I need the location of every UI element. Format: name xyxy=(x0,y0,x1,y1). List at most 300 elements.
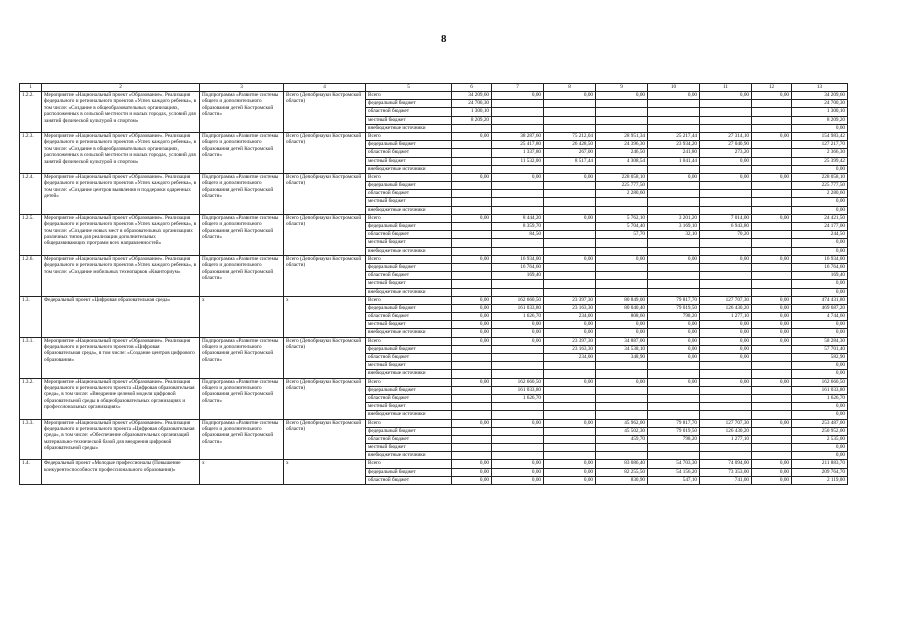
source-label: Всего xyxy=(366,132,452,140)
amount-cell: 0,00 xyxy=(752,321,792,329)
item-name: Мероприятие «Национальный проект «Образование». Реализация федерального и регионального проектов «Цифровая образовательная среда», в том числе: «Создание центров цифрового образования» xyxy=(42,337,200,378)
column-header: 3 xyxy=(200,84,284,92)
amount-cell xyxy=(492,354,544,362)
amount-cell: 0,00 xyxy=(752,313,792,321)
amount-cell: 23 397,30 xyxy=(544,337,596,345)
executor-name: Всего (Депобрнауки Костромской области) xyxy=(284,378,366,419)
amount-cell: 0,00 xyxy=(452,476,492,484)
amount-cell: 0,00 xyxy=(700,378,752,386)
amount-cell xyxy=(752,157,792,165)
item-number: 1.3.1. xyxy=(20,337,42,378)
amount-cell: 6 943,80 xyxy=(700,223,752,231)
amount-cell xyxy=(648,394,700,402)
source-label: местный бюджет xyxy=(366,444,452,452)
amount-cell: 58 284,30 xyxy=(792,337,848,345)
source-label: федеральный бюджет xyxy=(366,468,452,476)
amount-cell: 8 209,20 xyxy=(452,116,492,124)
amount-cell: 34 887,00 xyxy=(596,337,648,345)
amount-cell: 28 951,34 xyxy=(596,132,648,140)
amount-cell: 228 058,10 xyxy=(596,173,648,181)
amount-cell xyxy=(700,239,752,247)
amount-cell: 0,00 xyxy=(792,321,848,329)
amount-cell xyxy=(492,444,544,452)
amount-cell: 57,70 xyxy=(596,231,648,239)
amount-cell: 79 019,50 xyxy=(648,304,700,312)
amount-cell xyxy=(452,182,492,190)
amount-cell: 1 277,10 xyxy=(700,313,752,321)
amount-cell xyxy=(452,370,492,378)
amount-cell: 234,00 xyxy=(544,313,596,321)
source-label: местный бюджет xyxy=(366,198,452,206)
amount-cell: 54 703,30 xyxy=(648,460,700,468)
amount-cell xyxy=(544,206,596,214)
amount-cell: 0,00 xyxy=(792,288,848,296)
amount-cell: 0,00 xyxy=(648,354,700,362)
amount-cell: 0,00 xyxy=(544,419,596,427)
amount-cell xyxy=(648,198,700,206)
amount-cell: 0,00 xyxy=(792,403,848,411)
amount-cell xyxy=(452,124,492,132)
amount-cell: 0,00 xyxy=(452,460,492,468)
amount-cell: 169,40 xyxy=(492,272,544,280)
amount-cell: 162 660,50 xyxy=(492,378,544,386)
item-name: Федеральный проект «Цифровая образовательная среда» xyxy=(42,296,200,337)
amount-cell xyxy=(544,411,596,419)
amount-cell: 162 660,50 xyxy=(492,296,544,304)
amount-cell xyxy=(596,116,648,124)
source-label: внебюджетные источники xyxy=(366,370,452,378)
amount-cell: 11 532,00 xyxy=(492,157,544,165)
source-label: внебюджетные источники xyxy=(366,206,452,214)
amount-cell xyxy=(700,272,752,280)
amount-cell: 154 983,42 xyxy=(792,132,848,140)
amount-cell: 7 014,00 xyxy=(700,214,752,222)
amount-cell: 24 421,50 xyxy=(792,214,848,222)
amount-cell xyxy=(544,247,596,255)
amount-cell xyxy=(596,444,648,452)
amount-cell xyxy=(752,263,792,271)
program-name: x xyxy=(200,296,284,337)
item-number: 1.2.4. xyxy=(20,173,42,214)
program-name: Подпрограмма «Развитие системы общего и дополнительного образования детей Костромской области» xyxy=(200,337,284,378)
amount-cell: 0,00 xyxy=(792,280,848,288)
amount-cell: 0,00 xyxy=(792,329,848,337)
item-number: 1.3. xyxy=(20,296,42,337)
amount-cell: 228 058,10 xyxy=(792,173,848,181)
amount-cell xyxy=(700,403,752,411)
amount-cell: 70,20 xyxy=(700,231,752,239)
amount-cell: 4 308,54 xyxy=(596,157,648,165)
amount-cell: 0,00 xyxy=(452,132,492,140)
item-name: Мероприятие «Национальный проект «Образование». Реализация федерального и регионального проектов «Успех каждого ребенка», в том числе: «Создание новых мест в образовательных организациях различных типов для реализации дополнительных общеразвивающих программ всех направленностей» xyxy=(42,214,200,255)
amount-cell xyxy=(544,263,596,271)
amount-cell: 1 626,70 xyxy=(792,394,848,402)
amount-cell: 241,80 xyxy=(648,149,700,157)
table-row xyxy=(20,255,848,263)
amount-cell xyxy=(648,116,700,124)
amount-cell xyxy=(492,100,544,108)
amount-cell xyxy=(452,435,492,443)
amount-cell xyxy=(596,247,648,255)
amount-cell xyxy=(700,263,752,271)
amount-cell: 0,00 xyxy=(792,198,848,206)
source-label: федеральный бюджет xyxy=(366,182,452,190)
amount-cell xyxy=(492,362,544,370)
amount-cell: 25 217,44 xyxy=(648,132,700,140)
amount-cell: 1 300,10 xyxy=(452,108,492,116)
amount-cell xyxy=(452,403,492,411)
amount-cell xyxy=(596,288,648,296)
amount-cell xyxy=(752,272,792,280)
source-label: местный бюджет xyxy=(366,157,452,165)
amount-cell: 0,00 xyxy=(792,452,848,460)
amount-cell: 0,00 xyxy=(648,337,700,345)
amount-cell: 0,00 xyxy=(544,329,596,337)
amount-cell: 0,00 xyxy=(452,304,492,312)
amount-cell xyxy=(700,452,752,460)
amount-cell xyxy=(700,100,752,108)
amount-cell: 26 428,50 xyxy=(544,141,596,149)
source-label: внебюджетные источники xyxy=(366,165,452,173)
amount-cell: 169,40 xyxy=(792,272,848,280)
amount-cell: 45 502,30 xyxy=(596,427,648,435)
amount-cell xyxy=(648,190,700,198)
column-header: 1 xyxy=(20,84,42,92)
amount-cell: 73 353,00 xyxy=(700,468,752,476)
amount-cell: 0,00 xyxy=(492,419,544,427)
amount-cell xyxy=(544,272,596,280)
amount-cell xyxy=(544,100,596,108)
amount-cell xyxy=(752,435,792,443)
source-label: Всего xyxy=(366,92,452,100)
amount-cell: 2 280,60 xyxy=(792,190,848,198)
amount-cell: 2 119,00 xyxy=(792,476,848,484)
table-row xyxy=(20,173,848,181)
source-label: областной бюджет xyxy=(366,190,452,198)
amount-cell xyxy=(752,427,792,435)
amount-cell: 16 764,60 xyxy=(792,263,848,271)
amount-cell xyxy=(492,165,544,173)
amount-cell: 3 169,10 xyxy=(648,223,700,231)
amount-cell xyxy=(492,108,544,116)
amount-cell: 0,00 xyxy=(700,92,752,100)
amount-cell xyxy=(596,280,648,288)
amount-cell: 0,00 xyxy=(752,296,792,304)
amount-cell xyxy=(648,165,700,173)
amount-cell xyxy=(596,165,648,173)
source-label: Всего xyxy=(366,460,452,468)
amount-cell xyxy=(452,231,492,239)
amount-cell xyxy=(544,435,596,443)
amount-cell xyxy=(700,206,752,214)
item-number: 1.2.6. xyxy=(20,255,42,296)
amount-cell xyxy=(700,444,752,452)
executor-name: Всего (Депобрнауки Костромской области) xyxy=(284,419,366,460)
amount-cell xyxy=(452,386,492,394)
amount-cell: 0,00 xyxy=(752,92,792,100)
source-label: федеральный бюджет xyxy=(366,345,452,353)
source-label: областной бюджет xyxy=(366,476,452,484)
amount-cell xyxy=(452,157,492,165)
amount-cell: 0,00 xyxy=(792,206,848,214)
amount-cell: 267,00 xyxy=(544,149,596,157)
amount-cell: 162 660,50 xyxy=(792,378,848,386)
item-name: Федеральный проект «Молодые профессионалы (Повышение конкурентоспособности профессионального образования)» xyxy=(42,460,200,485)
amount-cell xyxy=(648,386,700,394)
amount-cell: 469 687,20 xyxy=(792,304,848,312)
amount-cell: 0,00 xyxy=(648,173,700,181)
amount-cell: 1 626,70 xyxy=(492,313,544,321)
amount-cell xyxy=(544,280,596,288)
amount-cell xyxy=(492,280,544,288)
amount-cell: 0,00 xyxy=(452,468,492,476)
column-header: 12 xyxy=(752,84,792,92)
amount-cell: 27 314,10 xyxy=(700,132,752,140)
amount-cell: 161 033,80 xyxy=(792,386,848,394)
source-label: Всего xyxy=(366,255,452,263)
amount-cell xyxy=(596,403,648,411)
amount-cell: 5 762,10 xyxy=(596,214,648,222)
amount-cell: 27 040,90 xyxy=(700,141,752,149)
amount-cell: 0,00 xyxy=(792,124,848,132)
amount-cell xyxy=(700,247,752,255)
item-number: 1.2.5. xyxy=(20,214,42,255)
amount-cell xyxy=(648,411,700,419)
item-name: Мероприятие «Национальный проект «Образование». Реализация федерального и регионального проектов «Успех каждого ребенка», в том числе: «Создание мобильных технопарков «Кванториум» xyxy=(42,255,200,296)
amount-cell xyxy=(544,444,596,452)
amount-cell: 0,00 xyxy=(452,313,492,321)
amount-cell: 2 535,00 xyxy=(792,435,848,443)
amount-cell: 79 019,50 xyxy=(648,427,700,435)
amount-cell: 0,00 xyxy=(544,378,596,386)
amount-cell: 1 337,80 xyxy=(492,149,544,157)
column-header: 6 xyxy=(452,84,492,92)
amount-cell: 0,00 xyxy=(700,329,752,337)
source-label: Всего xyxy=(366,378,452,386)
item-number: 1.4. xyxy=(20,460,42,485)
amount-cell: 0,00 xyxy=(452,321,492,329)
amount-cell: 127 707,30 xyxy=(700,419,752,427)
amount-cell xyxy=(544,370,596,378)
amount-cell: 0,00 xyxy=(492,329,544,337)
amount-cell: 0,00 xyxy=(596,329,648,337)
page-number: 8 xyxy=(441,33,447,45)
source-label: Всего xyxy=(366,419,452,427)
amount-cell: 2 366,30 xyxy=(792,149,848,157)
amount-cell xyxy=(752,190,792,198)
amount-cell xyxy=(752,362,792,370)
amount-cell: 474 431,80 xyxy=(792,296,848,304)
amount-cell xyxy=(752,247,792,255)
item-number: 1.3.3. xyxy=(20,419,42,460)
amount-cell xyxy=(452,452,492,460)
executor-name: Всего (Депобрнауки Костромской области) xyxy=(284,337,366,378)
amount-cell: 79 817,70 xyxy=(648,296,700,304)
amount-cell: 16 934,00 xyxy=(792,255,848,263)
amount-cell: 24 700,30 xyxy=(792,100,848,108)
executor-name: x xyxy=(284,296,366,337)
amount-cell: 0,00 xyxy=(752,337,792,345)
source-label: федеральный бюджет xyxy=(366,263,452,271)
amount-cell: 0,00 xyxy=(752,476,792,484)
amount-cell: 0,00 xyxy=(700,173,752,181)
amount-cell: 348,90 xyxy=(596,354,648,362)
item-name: Мероприятие «Национальный проект «Образование». Реализация федерального и регионального проектов «Успех каждого ребенка», в том числе: «Создание в общеобразовательных организациях, расположенных в сельской местности и малых городах, условий для занятий физической культурой и спортом» xyxy=(42,132,200,173)
amount-cell: 1 300,10 xyxy=(792,108,848,116)
amount-cell xyxy=(648,108,700,116)
amount-cell: 0,00 xyxy=(452,255,492,263)
amount-cell xyxy=(492,206,544,214)
amount-cell xyxy=(492,198,544,206)
amount-cell: 0,00 xyxy=(452,329,492,337)
amount-cell xyxy=(752,288,792,296)
source-label: внебюджетные источники xyxy=(366,247,452,255)
amount-cell: 0,00 xyxy=(492,321,544,329)
amount-cell: 24 700,30 xyxy=(452,100,492,108)
program-name: Подпрограмма «Развитие системы общего и дополнительного образования детей Костромской области» xyxy=(200,173,284,214)
amount-cell xyxy=(752,394,792,402)
amount-cell xyxy=(648,288,700,296)
amount-cell: 0,00 xyxy=(752,173,792,181)
amount-cell: 0,00 xyxy=(700,345,752,353)
amount-cell: 798,20 xyxy=(648,435,700,443)
source-label: Всего xyxy=(366,337,452,345)
source-label: федеральный бюджет xyxy=(366,386,452,394)
amount-cell: 38 287,60 xyxy=(492,132,544,140)
amount-cell: 0,00 xyxy=(700,157,752,165)
amount-cell: 24 396,30 xyxy=(596,141,648,149)
source-label: местный бюджет xyxy=(366,321,452,329)
amount-cell: 84,50 xyxy=(492,231,544,239)
executor-name: x xyxy=(284,460,366,485)
amount-cell: 253 487,00 xyxy=(792,419,848,427)
amount-cell xyxy=(752,116,792,124)
amount-cell xyxy=(648,362,700,370)
amount-cell: 161 033,80 xyxy=(492,304,544,312)
table-row xyxy=(20,419,848,427)
column-header: 8 xyxy=(544,84,596,92)
amount-cell xyxy=(492,190,544,198)
amount-cell xyxy=(544,386,596,394)
column-header: 4 xyxy=(284,84,366,92)
amount-cell xyxy=(492,182,544,190)
source-label: федеральный бюджет xyxy=(366,427,452,435)
item-name: Мероприятие «Национальный проект «Образование». Реализация федерального и регионального проектов «Успех каждого ребенка», в том числе: «Создание центров выявления и поддержки одаренных детей» xyxy=(42,173,200,214)
amount-cell: 0,00 xyxy=(752,255,792,263)
amount-cell xyxy=(452,411,492,419)
amount-cell xyxy=(452,394,492,402)
program-name: Подпрограмма «Развитие системы общего и дополнительного образования детей Костромской области» xyxy=(200,255,284,296)
amount-cell: 23 163,30 xyxy=(544,304,596,312)
amount-cell xyxy=(596,362,648,370)
amount-cell: 0,00 xyxy=(752,214,792,222)
amount-cell xyxy=(544,198,596,206)
amount-cell: 0,00 xyxy=(544,173,596,181)
source-label: областной бюджет xyxy=(366,394,452,402)
amount-cell xyxy=(452,263,492,271)
column-header: 11 xyxy=(700,84,752,92)
source-label: областной бюджет xyxy=(366,272,452,280)
amount-cell: 0,00 xyxy=(492,173,544,181)
amount-cell: 0,00 xyxy=(492,92,544,100)
amount-cell xyxy=(596,198,648,206)
item-number: 1.2.3. xyxy=(20,132,42,173)
amount-cell xyxy=(700,108,752,116)
amount-cell xyxy=(752,206,792,214)
amount-cell: 126 430,20 xyxy=(700,427,752,435)
amount-cell: 0,00 xyxy=(792,370,848,378)
amount-cell: 0,00 xyxy=(648,255,700,263)
amount-cell: 211 883,70 xyxy=(792,460,848,468)
amount-cell xyxy=(752,124,792,132)
amount-cell xyxy=(492,247,544,255)
table-row xyxy=(20,337,848,345)
amount-cell: 0,00 xyxy=(452,214,492,222)
amount-cell xyxy=(544,452,596,460)
amount-cell: 23 934,20 xyxy=(648,141,700,149)
source-label: внебюджетные источники xyxy=(366,288,452,296)
amount-cell: 225 777,50 xyxy=(596,182,648,190)
amount-cell xyxy=(596,263,648,271)
source-label: Всего xyxy=(366,214,452,222)
amount-cell: 54 156,20 xyxy=(648,468,700,476)
source-label: областной бюджет xyxy=(366,313,452,321)
amount-cell: 23 397,30 xyxy=(544,296,596,304)
amount-cell xyxy=(752,280,792,288)
source-label: федеральный бюджет xyxy=(366,141,452,149)
amount-cell: 741,00 xyxy=(700,476,752,484)
amount-cell: 4 744,60 xyxy=(792,313,848,321)
amount-cell xyxy=(596,239,648,247)
amount-cell: 0,00 xyxy=(792,444,848,452)
amount-cell: 0,00 xyxy=(596,378,648,386)
amount-cell xyxy=(544,182,596,190)
amount-cell: 808,60 xyxy=(596,313,648,321)
amount-cell xyxy=(492,116,544,124)
amount-cell xyxy=(596,386,648,394)
amount-cell: 0,00 xyxy=(752,468,792,476)
amount-cell: 0,00 xyxy=(752,132,792,140)
source-label: внебюджетные источники xyxy=(366,329,452,337)
source-label: местный бюджет xyxy=(366,403,452,411)
source-label: федеральный бюджет xyxy=(366,223,452,231)
amount-cell xyxy=(596,452,648,460)
amount-cell xyxy=(700,198,752,206)
amount-cell: 126 430,20 xyxy=(700,304,752,312)
amount-cell: 80 040,40 xyxy=(596,304,648,312)
amount-cell xyxy=(544,427,596,435)
table-row xyxy=(20,214,848,222)
amount-cell: 0,00 xyxy=(596,92,648,100)
item-name: Мероприятие «Национальный проект «Образование». Реализация федерального и регионального проекта «Цифровая образовательная среда», в том числе: «Обеспечение образовательных организаций материально-технической базой для внедрения цифровой образовательной среды» xyxy=(42,419,200,460)
amount-cell xyxy=(452,247,492,255)
amount-cell: 547,10 xyxy=(648,476,700,484)
amount-cell xyxy=(452,362,492,370)
amount-cell: 0,00 xyxy=(648,378,700,386)
amount-cell xyxy=(452,345,492,353)
amount-cell xyxy=(452,165,492,173)
amount-cell xyxy=(544,403,596,411)
amount-cell: 0,00 xyxy=(544,255,596,263)
amount-cell: 75 212,04 xyxy=(544,132,596,140)
amount-cell xyxy=(596,124,648,132)
amount-cell xyxy=(752,345,792,353)
executor-name: Всего (Депобрнауки Костромской области) xyxy=(284,255,366,296)
amount-cell xyxy=(596,411,648,419)
source-label: областной бюджет xyxy=(366,108,452,116)
amount-cell: 830,90 xyxy=(596,476,648,484)
amount-cell: 1 041,44 xyxy=(648,157,700,165)
